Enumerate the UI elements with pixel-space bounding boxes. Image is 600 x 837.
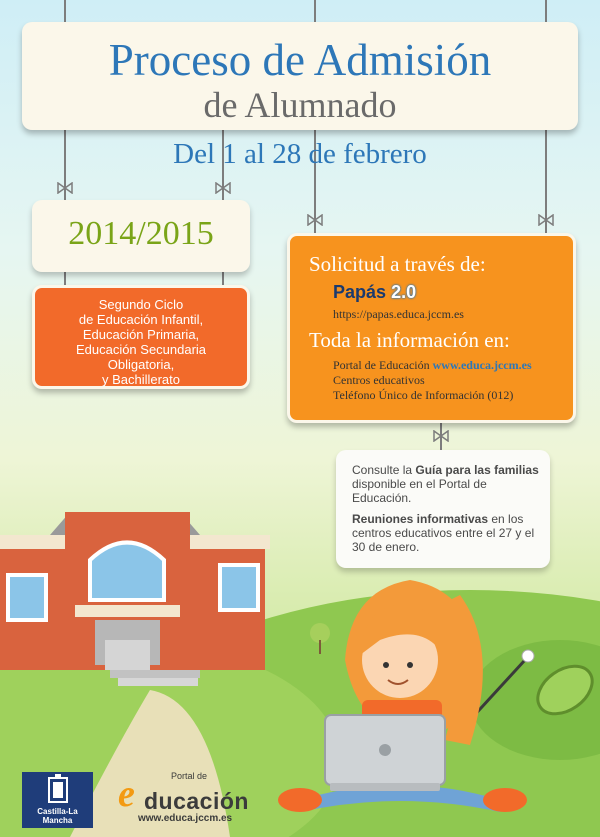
level-line: y Bachillerato xyxy=(101,372,181,387)
meetings-text: en los centros educativos entre el 27 y el 30 de enero. xyxy=(352,512,535,554)
guide-text: Consulte la xyxy=(352,463,413,477)
guide-text: disponible en el Portal de Educación. xyxy=(352,477,487,505)
meetings-paragraph xyxy=(352,512,542,554)
poster-title: Proceso de Admisión xyxy=(108,35,492,85)
level-line: de Educación Infantil, xyxy=(78,312,204,327)
papas-logo xyxy=(333,282,416,303)
level-line: Educación Primaria, xyxy=(82,327,200,342)
portal-logo-top: Portal de xyxy=(171,771,208,781)
portal-logo-url: www.educa.jccm.es xyxy=(138,813,233,824)
portal-logo-word: ducación xyxy=(144,788,249,814)
papas-link[interactable]: https://papas.educa.jccm.es xyxy=(333,307,464,321)
levels-list xyxy=(35,297,247,387)
jccm-logo xyxy=(22,772,93,828)
papas-version: 2.0 xyxy=(391,282,417,302)
portal-logo-e: e xyxy=(118,773,135,815)
info-board xyxy=(287,233,576,423)
guide-paragraph xyxy=(352,463,542,505)
level-line: Educación Secundaria xyxy=(75,342,207,357)
portal-label: Portal de Educación xyxy=(333,358,430,372)
papas-name: Papás xyxy=(333,282,387,302)
portal-educacion-logo xyxy=(118,772,258,830)
poster-subtitle: de Alumnado xyxy=(203,85,397,125)
info-list xyxy=(333,358,532,403)
apply-heading: Solicitud a través de: xyxy=(309,252,486,276)
year-board xyxy=(32,200,250,272)
dates-text: Del 1 al 28 de febrero xyxy=(173,138,427,170)
school-year: 2014/2015 xyxy=(68,215,214,252)
guide-board xyxy=(336,450,550,568)
centers-line: Centros educativos xyxy=(333,373,425,387)
title-board xyxy=(22,22,578,130)
info-heading: Toda la información en: xyxy=(309,328,510,352)
portal-line xyxy=(333,358,532,373)
jccm-name: Castilla-La Mancha xyxy=(37,807,78,825)
level-line: Obligatoria, xyxy=(107,357,175,372)
levels-board xyxy=(32,285,250,389)
guide-title: Guía para las familias xyxy=(415,463,539,477)
level-line: Segundo Ciclo xyxy=(98,297,184,312)
portal-link[interactable]: www.educa.jccm.es xyxy=(432,358,532,372)
phone-line: Teléfono Único de Información (012) xyxy=(333,388,514,402)
meetings-title: Reuniones informativas xyxy=(352,512,489,526)
